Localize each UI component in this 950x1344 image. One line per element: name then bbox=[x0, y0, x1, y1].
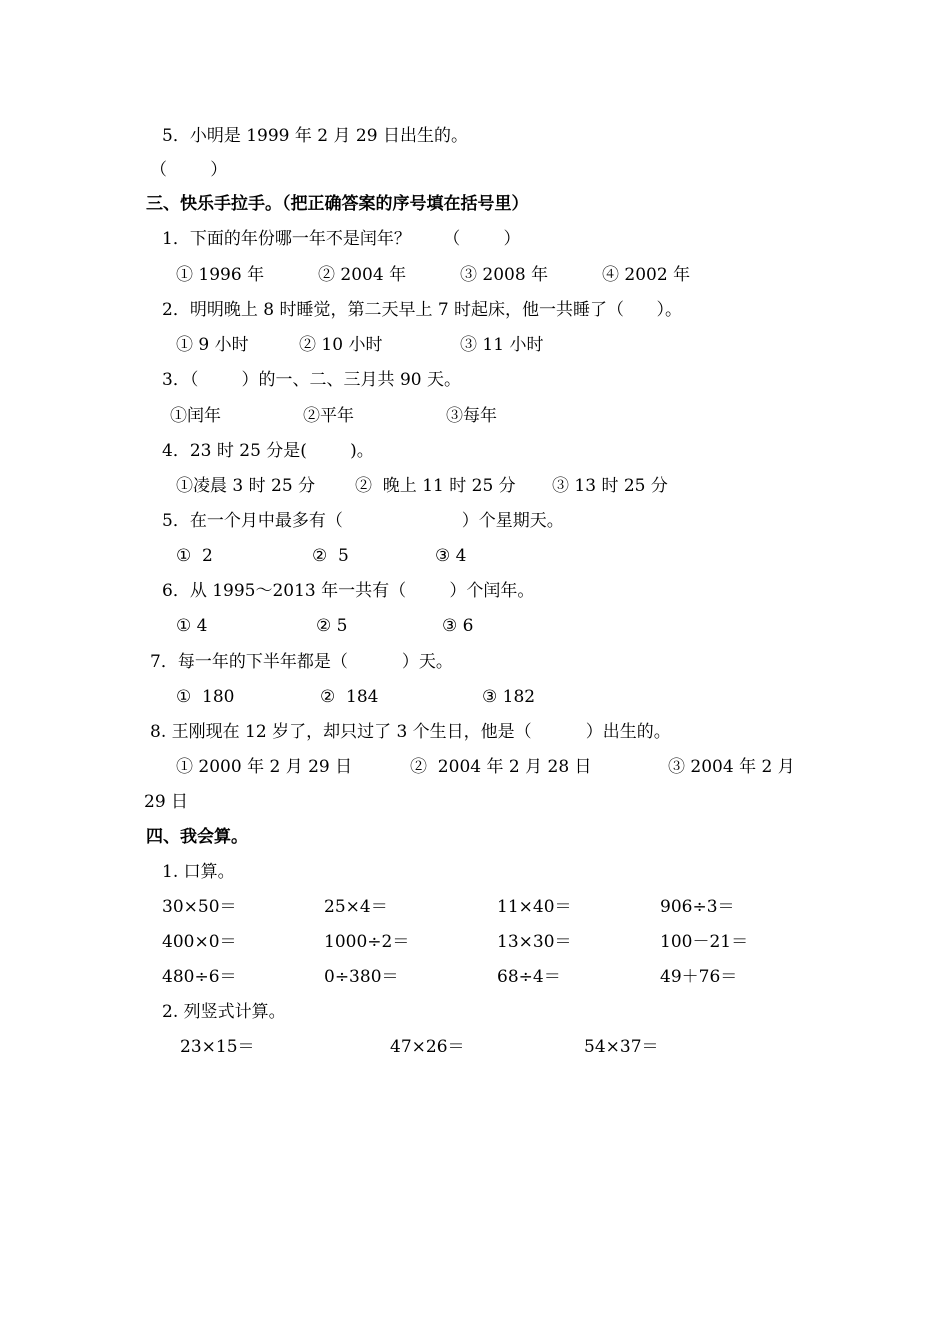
vertical-item-1: 23×15＝ bbox=[180, 1037, 255, 1057]
judge-q5-text: 5．小明是 1999 年 2 月 29 日出生的。 bbox=[162, 126, 468, 146]
s3-q3-option-2: ②平年 bbox=[303, 406, 354, 426]
s3-q8-option-3-continued: 29 日 bbox=[144, 792, 189, 812]
s3-q3-option-3: ③每年 bbox=[446, 406, 497, 426]
oral-item-2-1: 400×0＝ bbox=[162, 932, 237, 952]
s3-q8-option-1: ① 2000 年 2 月 29 日 bbox=[176, 757, 353, 777]
oral-item-2-3: 13×30＝ bbox=[497, 932, 572, 952]
s3-q5-option-3: ③ 4 bbox=[435, 546, 467, 566]
s3-q4-option-2: ② 晚上 11 时 25 分 bbox=[355, 476, 516, 496]
judge-q5-answer-blank[interactable]: （ ） bbox=[150, 160, 228, 180]
s3-q8-text: 8. 王刚现在 12 岁了，却只过了 3 个生日，他是（ ）出生的。 bbox=[150, 722, 671, 742]
s3-q3-option-1: ①闰年 bbox=[170, 406, 221, 426]
s3-q6-option-1: ① 4 bbox=[176, 616, 208, 636]
section-3-title: 三、快乐手拉手。（把正确答案的序号填在括号里） bbox=[146, 194, 529, 214]
s3-q2-option-3: ③ 11 小时 bbox=[460, 335, 544, 355]
s3-q7-option-1: ① 180 bbox=[176, 687, 235, 707]
s3-q8-option-2: ② 2004 年 2 月 28 日 bbox=[410, 757, 592, 777]
vertical-item-3: 54×37＝ bbox=[584, 1037, 659, 1057]
s3-q2-option-2: ② 10 小时 bbox=[299, 335, 383, 355]
oral-item-3-4: 49＋76＝ bbox=[660, 967, 738, 987]
vertical-item-2: 47×26＝ bbox=[390, 1037, 465, 1057]
s3-q6-option-3: ③ 6 bbox=[442, 616, 474, 636]
s3-q7-option-3: ③ 182 bbox=[482, 687, 536, 707]
oral-item-1-3: 11×40＝ bbox=[497, 897, 572, 917]
s3-q7-text: 7．每一年的下半年都是（ ）天。 bbox=[150, 652, 453, 672]
oral-item-3-1: 480÷6＝ bbox=[162, 967, 237, 987]
s3-q8-option-3: ③ 2004 年 2 月 bbox=[668, 757, 795, 777]
s3-q7-option-2: ② 184 bbox=[320, 687, 379, 707]
s3-q5-option-2: ② 5 bbox=[312, 546, 349, 566]
oral-item-1-1: 30×50＝ bbox=[162, 897, 237, 917]
s3-q1-text: 1．下面的年份哪一年不是闰年？ （ ） bbox=[162, 229, 521, 249]
s3-q4-option-3: ③ 13 时 25 分 bbox=[552, 476, 668, 496]
s3-q4-text: 4．23 时 25 分是( )。 bbox=[162, 441, 374, 461]
oral-item-2-4: 100－21＝ bbox=[660, 932, 749, 952]
s3-q1-option-3: ③ 2008 年 bbox=[460, 265, 549, 285]
oral-item-1-2: 25×4＝ bbox=[324, 897, 388, 917]
s3-q4-option-1: ①凌晨 3 时 25 分 bbox=[176, 476, 316, 496]
s3-q2-text: 2．明明晚上 8 时睡觉，第二天早上 7 时起床，他一共睡了（ ）。 bbox=[162, 300, 682, 320]
s3-q2-option-1: ① 9 小时 bbox=[176, 335, 249, 355]
s3-q6-text: 6．从 1995～2013 年一共有（ ）个闰年。 bbox=[162, 581, 535, 601]
s3-q5-text: 5．在一个月中最多有（ ）个星期天。 bbox=[162, 511, 564, 531]
section-4-title: 四、我会算。 bbox=[146, 827, 248, 847]
oral-item-2-2: 1000÷2＝ bbox=[324, 932, 410, 952]
s3-q6-option-2: ② 5 bbox=[316, 616, 348, 636]
vertical-calc-title: 2. 列竖式计算。 bbox=[162, 1002, 286, 1022]
s3-q5-option-1: ① 2 bbox=[176, 546, 213, 566]
s3-q1-option-2: ② 2004 年 bbox=[318, 265, 407, 285]
s3-q1-option-1: ① 1996 年 bbox=[176, 265, 265, 285]
s3-q3-text: 3．（ ）的一、二、三月共 90 天。 bbox=[162, 370, 461, 390]
oral-calc-title: 1. 口算。 bbox=[162, 862, 235, 882]
s3-q1-option-4: ④ 2002 年 bbox=[602, 265, 691, 285]
oral-item-3-3: 68÷4＝ bbox=[497, 967, 561, 987]
oral-item-1-4: 906÷3＝ bbox=[660, 897, 735, 917]
oral-item-3-2: 0÷380＝ bbox=[324, 967, 399, 987]
